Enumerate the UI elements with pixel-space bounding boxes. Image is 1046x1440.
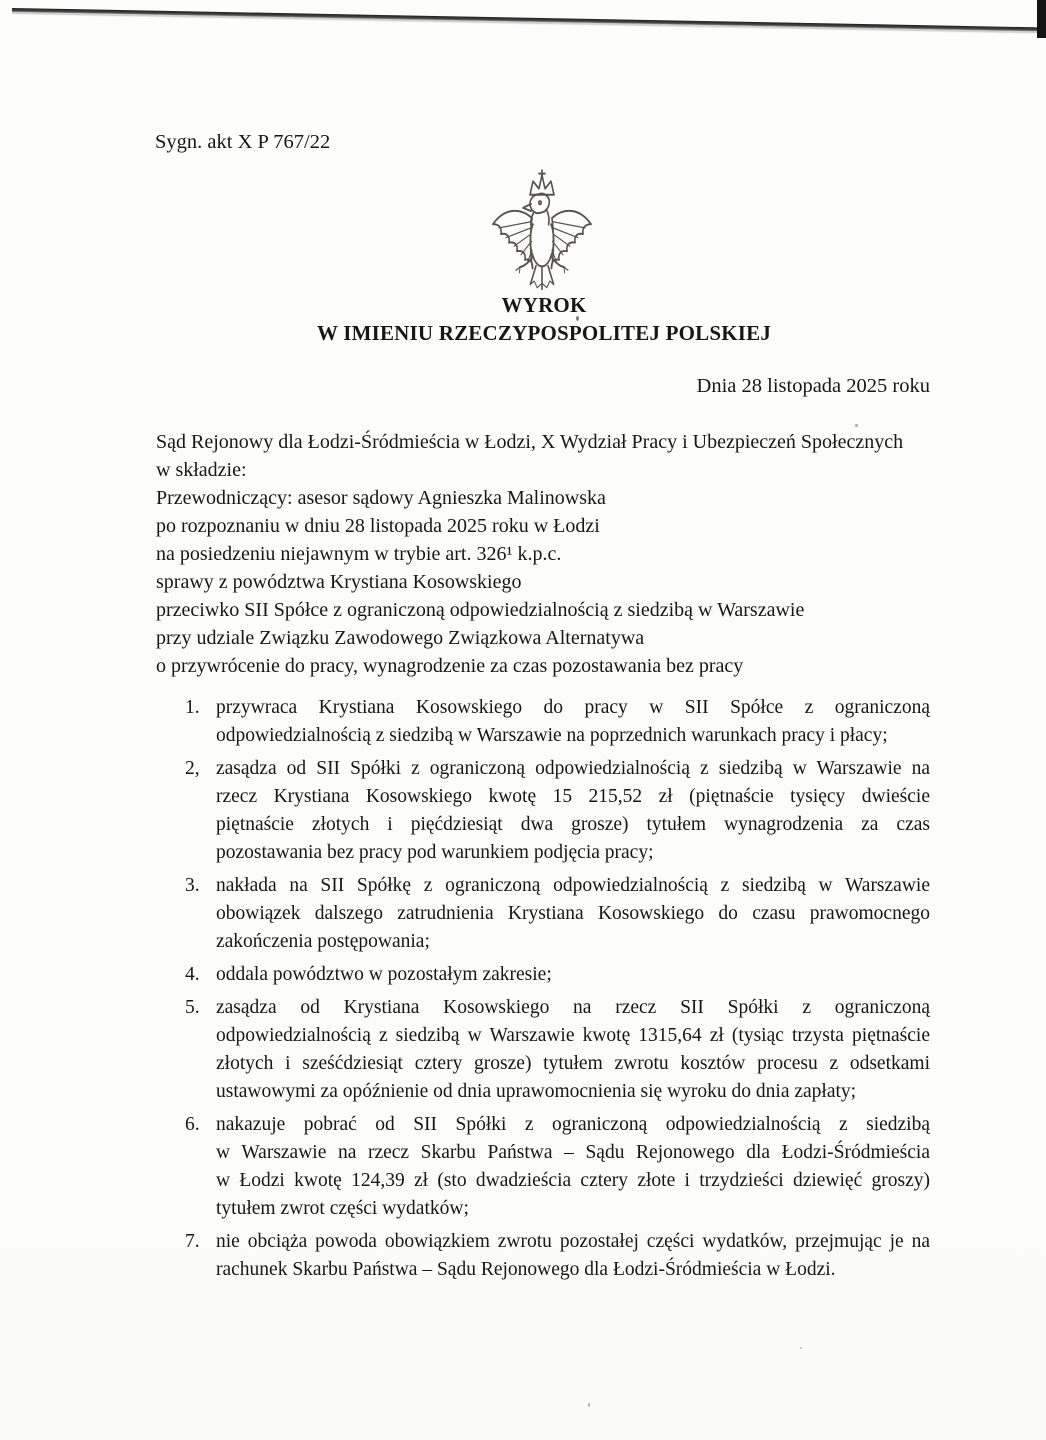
judgment-title: WYROK bbox=[501, 293, 587, 317]
intro-line: sprawy z powództwa Krystiana Kosowskiego bbox=[156, 571, 522, 593]
polish-eagle-emblem-icon bbox=[486, 169, 598, 299]
intro-line: Przewodniczący: asesor sądowy Agnieszka Malinowska bbox=[156, 487, 606, 509]
item-number: 5. bbox=[185, 997, 200, 1018]
case-number: Sygn. akt X P 767/22 bbox=[155, 131, 331, 153]
intro-line: przy udziale Związku Zawodowego Związkowa Alternatywa bbox=[156, 627, 645, 649]
item-line: ustawowymi za opóźnienie od dnia uprawomocnienia się wyroku do dnia zapłaty; bbox=[216, 1081, 857, 1102]
scan-corner-mark bbox=[1037, 0, 1046, 38]
item-line: oddala powództwo w pozostałym zakresie; bbox=[216, 964, 552, 985]
judgment-item bbox=[158, 1111, 940, 1223]
item-line: nakazuje pobrać od SII Spółki z ograniczoną odpowiedzialnością z siedzibą bbox=[216, 1114, 930, 1135]
judgment-item bbox=[158, 961, 940, 989]
item-line: zasądza od SII Spółki z ograniczoną odpowiedzialnością z siedzibą w Warszawie na bbox=[216, 758, 930, 779]
item-number: 6. bbox=[185, 1114, 200, 1135]
item-line: nakłada na SII Spółkę z ograniczoną odpowiedzialnością z siedzibą w Warszawie bbox=[216, 875, 930, 896]
judgment-item bbox=[158, 872, 940, 956]
item-line: w Warszawie na rzecz Skarbu Państwa – Sądu Rejonowego dla Łodzi-Śródmieścia bbox=[216, 1142, 930, 1163]
item-number: 7. bbox=[185, 1231, 200, 1252]
ink-speck bbox=[588, 1403, 590, 1407]
item-number: 1. bbox=[185, 697, 200, 718]
intro-line: przeciwko SII Spółce z ograniczoną odpowiedzialnością z siedzibą w Warszawie bbox=[156, 599, 805, 621]
item-line: zakończenia postępowania; bbox=[216, 931, 430, 952]
judgment-date: Dnia 28 listopada 2025 roku bbox=[696, 375, 930, 397]
title-block bbox=[158, 292, 930, 347]
intro-line: na posiedzeniu niejawnym w trybie art. 326¹ k.p.c. bbox=[156, 543, 562, 565]
item-line: w Łodzi kwotę 124,39 zł (sto dwadzieścia cztery złote i trzydzieści dziewięć groszy) bbox=[216, 1170, 930, 1191]
item-line: złotych i sześćdziesiąt cztery grosze) tytułem zwrotu kosztów procesu z odsetkami bbox=[216, 1053, 930, 1074]
judgment-item bbox=[158, 694, 940, 750]
item-number: 3. bbox=[185, 875, 200, 896]
intro-line: po rozpoznaniu w dniu 28 listopada 2025 roku w Łodzi bbox=[156, 515, 600, 537]
item-line: rzecz Krystiana Kosowskiego kwotę 15 215,52 zł (piętnaście tysięcy dwieście bbox=[216, 786, 930, 807]
item-line: przywraca Krystiana Kosowskiego do pracy w SII Spółce z ograniczoną bbox=[216, 697, 930, 718]
item-line: odpowiedzialnością z siedzibą w Warszawie na poprzednich warunkach pracy i płacy; bbox=[216, 725, 888, 746]
scan-edge-line bbox=[12, 8, 1046, 32]
ink-speck bbox=[855, 424, 858, 427]
item-line: zasądza od Krystiana Kosowskiego na rzecz SII Spółki z ograniczoną bbox=[216, 997, 930, 1018]
item-line: rachunek Skarbu Państwa – Sądu Rejonowego dla Łodzi-Śródmieścia w Łodzi. bbox=[216, 1259, 836, 1280]
intro-block bbox=[156, 428, 956, 680]
judgment-subtitle: W IMIENIU RZECZYPOSPOLITEJ POLSKIEJ bbox=[316, 320, 772, 345]
rulings-list bbox=[158, 694, 940, 1284]
item-line: odpowiedzialnością z siedzibą w Warszawie kwotę 1315,64 zł (tysiąc trzysta piętnaście bbox=[216, 1025, 930, 1046]
item-line: obowiązek dalszego zatrudnienia Krystiana Kosowskiego do czasu prawomocnego bbox=[216, 903, 930, 924]
item-line: tytułem zwrot części wydatków; bbox=[216, 1198, 469, 1219]
item-line: pozostawania bez pracy pod warunkiem podjęcia pracy; bbox=[216, 842, 654, 863]
intro-line: w składzie: bbox=[156, 459, 247, 481]
item-line: piętnaście złotych i pięćdziesiąt dwa grosze) tytułem wynagrodzenia za czas bbox=[216, 814, 930, 835]
judgment-item bbox=[158, 1228, 940, 1284]
intro-line: Sąd Rejonowy dla Łodzi-Śródmieścia w Łodzi, X Wydział Pracy i Ubezpieczeń Społecznych bbox=[156, 431, 904, 453]
item-line: nie obciąża powoda obowiązkiem zwrotu pozostałej części wydatków, przejmując je na bbox=[216, 1231, 930, 1252]
judgment-item bbox=[158, 994, 940, 1106]
item-number: 4. bbox=[185, 964, 200, 985]
item-number: 2, bbox=[185, 758, 200, 779]
intro-line: o przywrócenie do pracy, wynagrodzenie za czas pozostawania bez pracy bbox=[156, 655, 744, 677]
judgment-item bbox=[158, 755, 940, 867]
ink-speck bbox=[800, 1347, 802, 1349]
